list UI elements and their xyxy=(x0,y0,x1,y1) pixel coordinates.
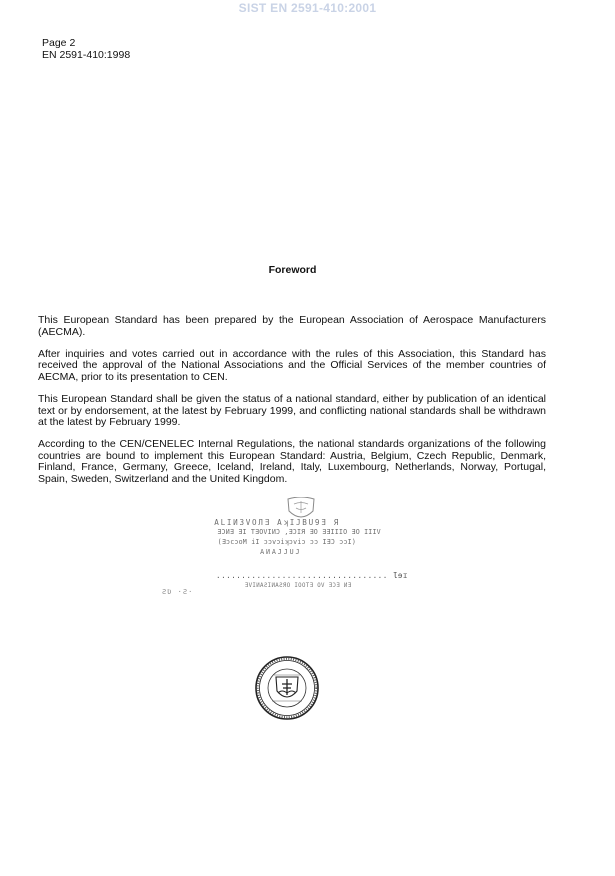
page-reference xyxy=(42,37,130,61)
stamp-line: (ƎɔcɔoM iI ɔɔvɔiʞɔviɔ ɔɔ IƎƆ ɔɔI) xyxy=(217,538,357,546)
paragraph-approval: After inquiries and votes carried out in accordance with the rules of this Association, this Standard has received the approval of the National Associations and the Official Services of the member countries of AECMA, prior to its presentation to CEN. xyxy=(38,347,546,383)
page-number: Page 2 xyxy=(42,37,76,49)
foreword-body xyxy=(38,315,546,496)
stamp-line: .................................. Ɩɘɪ xyxy=(216,571,408,580)
official-seal-icon xyxy=(254,655,320,721)
stamp-line: ALIИЗVOЛƎ AʞIJBU9Ǝ Я xyxy=(214,518,341,527)
stamp-line: ƎƆИƎ ƎI TƎOVIИϽ ,ƎƆIЯ ƎO ƎƎIIIO ƎO IIIV xyxy=(217,528,381,536)
stamp-line: ƎVIИAƧIИAƧЯO IOOTƎ OV ƎƆƎ ИƎ xyxy=(244,582,352,589)
foreword-heading: Foreword xyxy=(268,264,317,276)
stamp-number: ƧƲ ·Ƨ· xyxy=(162,588,194,596)
stamp-line: AИAJJUJ xyxy=(260,548,302,556)
paragraph-status: This European Standard shall be given the status of a national standard, either by publication of an identical text or by endorsement, at the latest by February 1999, and conflicting national standards shall be withdrawn at the latest by February 1999. xyxy=(38,392,546,429)
paragraph-countries: According to the CEN/CENELEC Internal Regulations, the national standards organizations of the following countries are bound to implement this European Standard: Austria, Belgium, Czech Republic, Denmark, Finland, France, Germany, Greece, Iceland, Ireland, Italy, Luxembourg, Netherlands, Norway, Portugal, Spain, Sweden, Switzerland and the United Kingdom. xyxy=(38,438,546,486)
document-watermark: SIST EN 2591-410:2001 xyxy=(238,1,377,15)
document-id: EN 2591-410:1998 xyxy=(42,49,131,61)
paragraph-aecma: This European Standard has been prepared by the European Association of Aerospace Manufacturers (AECMA). xyxy=(38,314,546,338)
institute-stamp xyxy=(207,497,408,597)
